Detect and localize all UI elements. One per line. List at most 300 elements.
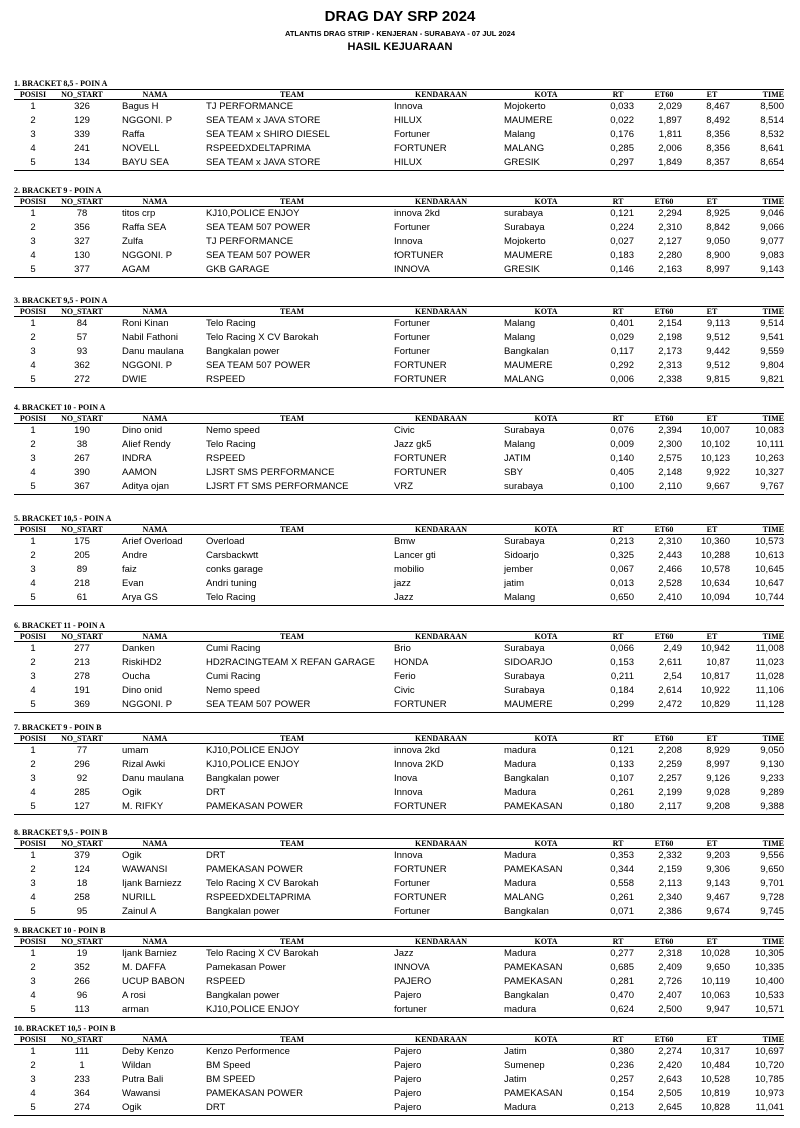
column-header: KENDARAAN bbox=[386, 937, 496, 947]
column-header: ET bbox=[688, 197, 736, 207]
column-header: NO_START bbox=[52, 525, 112, 535]
cell-rt: 0,344 bbox=[610, 864, 634, 875]
cell-rt: 0,184 bbox=[610, 685, 634, 696]
cell-kota: Sidoarjo bbox=[504, 550, 539, 561]
cell-et60: 2,117 bbox=[640, 800, 688, 815]
cell-et: 10,87 bbox=[706, 657, 730, 668]
cell-et60: 2,294 bbox=[658, 208, 682, 219]
cell-no-start: 272 bbox=[52, 373, 112, 388]
column-header: ET60 bbox=[640, 90, 688, 100]
table-row bbox=[14, 1073, 784, 1087]
cell-team: SEA TEAM 507 POWER bbox=[206, 250, 311, 261]
column-header: KOTA bbox=[496, 525, 596, 535]
cell-posisi: 1 bbox=[30, 425, 36, 436]
cell-no-start: 38 bbox=[76, 439, 88, 450]
cell-team: KJ10,POLICE ENJOY bbox=[206, 208, 300, 219]
bracket-title: 10. BRACKET 10,5 - POIN B bbox=[14, 1024, 116, 1033]
cell-posisi: 5 bbox=[14, 1003, 52, 1018]
column-header: ET bbox=[688, 1035, 736, 1045]
column-header: TIME bbox=[736, 632, 784, 642]
column-header: TIME bbox=[736, 1035, 784, 1045]
table-row bbox=[14, 656, 784, 670]
cell-team: Telo Racing bbox=[198, 591, 386, 606]
cell-kendaraan: FORTUNER bbox=[394, 467, 447, 478]
bracket-title: 8. BRACKET 9,5 - POIN B bbox=[14, 828, 108, 837]
cell-kendaraan: Jazz bbox=[394, 948, 414, 959]
column-header: KOTA bbox=[496, 632, 596, 642]
cell-kota: PAMEKASAN bbox=[504, 1088, 563, 1099]
cell-kendaraan: innova 2kd bbox=[394, 208, 440, 219]
cell-posisi: 2 bbox=[30, 759, 36, 770]
cell-no-start: 89 bbox=[76, 564, 88, 575]
cell-et: 9,208 bbox=[688, 800, 736, 815]
cell-posisi: 2 bbox=[30, 962, 36, 973]
cell-nama: Rizal Awki bbox=[122, 759, 166, 770]
cell-time: 11,106 bbox=[755, 685, 784, 696]
cell-posisi: 5 bbox=[14, 373, 52, 388]
cell-nama: Bagus H bbox=[122, 101, 159, 112]
cell-time: 10,400 bbox=[754, 976, 784, 987]
column-header: RT bbox=[596, 414, 640, 424]
cell-posisi: 5 bbox=[14, 698, 52, 713]
column-header: RT bbox=[596, 197, 640, 207]
column-header: TIME bbox=[736, 839, 784, 849]
cell-nama: Alief Rendy bbox=[122, 439, 171, 450]
cell-nama: NOVELL bbox=[122, 143, 160, 154]
cell-rt: 0,100 bbox=[596, 480, 640, 495]
cell-time: 10,720 bbox=[754, 1060, 784, 1071]
table-row bbox=[14, 359, 784, 373]
cell-et60: 2,127 bbox=[658, 236, 682, 247]
cell-no-start: 233 bbox=[74, 1074, 90, 1085]
cell-et60: 2,310 bbox=[658, 222, 682, 233]
cell-no-start: 274 bbox=[52, 1101, 112, 1116]
column-header: NO_START bbox=[52, 197, 112, 207]
cell-et: 10,634 bbox=[700, 578, 730, 589]
bracket-title: 2. BRACKET 9 - POIN A bbox=[14, 186, 102, 195]
table-row bbox=[14, 800, 784, 815]
cell-et60: 2,313 bbox=[658, 360, 682, 371]
cell-kendaraan: Pajero bbox=[394, 1046, 422, 1057]
cell-rt: 0,285 bbox=[610, 143, 634, 154]
cell-et60: 2,611 bbox=[658, 657, 682, 668]
cell-kota: Madura bbox=[504, 878, 537, 889]
column-header: POSISI bbox=[14, 525, 52, 535]
cell-time: 9,083 bbox=[760, 250, 784, 261]
cell-nama: BAYU SEA bbox=[112, 156, 198, 171]
cell-posisi: 4 bbox=[30, 360, 36, 371]
cell-rt: 0,006 bbox=[596, 373, 640, 388]
cell-team: GKB GARAGE bbox=[198, 263, 386, 278]
cell-et: 10,063 bbox=[700, 990, 730, 1001]
cell-time: 11,128 bbox=[736, 698, 784, 713]
cell-nama: UCUP BABON bbox=[122, 976, 185, 987]
cell-kendaraan: Innova bbox=[394, 850, 423, 861]
column-header: POSISI bbox=[14, 90, 52, 100]
cell-rt: 0,027 bbox=[610, 236, 634, 247]
cell-nama: umam bbox=[122, 745, 149, 756]
cell-et: 8,356 bbox=[706, 143, 730, 154]
cell-posisi: 4 bbox=[30, 578, 36, 589]
cell-no-start: 190 bbox=[74, 425, 90, 436]
cell-time: 9,077 bbox=[760, 236, 784, 247]
cell-time: 8,500 bbox=[760, 101, 784, 112]
cell-nama: M. RIFKY bbox=[112, 800, 198, 815]
cell-team: PAMEKASAN POWER bbox=[206, 864, 303, 875]
results-table bbox=[14, 89, 784, 171]
cell-rt: 0,153 bbox=[610, 657, 634, 668]
cell-kendaraan: Pajero bbox=[394, 1060, 422, 1071]
cell-et60: 2,257 bbox=[658, 773, 682, 784]
column-header: NO_START bbox=[52, 632, 112, 642]
event-subtitle: ATLANTIS DRAG STRIP - KENJERAN - SURABAYA - 07 JUL 2024 bbox=[284, 29, 516, 38]
cell-rt: 0,297 bbox=[596, 156, 640, 171]
cell-posisi: 2 bbox=[30, 115, 36, 126]
cell-et: 10,007 bbox=[700, 425, 730, 436]
cell-kendaraan: Ferio bbox=[394, 671, 416, 682]
cell-no-start: 96 bbox=[76, 990, 88, 1001]
cell-no-start: 369 bbox=[52, 698, 112, 713]
cell-team: Telo Racing bbox=[206, 439, 256, 450]
cell-et60: 1,897 bbox=[658, 115, 682, 126]
table-row bbox=[14, 207, 784, 222]
cell-et60: 2,110 bbox=[640, 480, 688, 495]
cell-kota: Malang bbox=[504, 332, 536, 343]
cell-et60: 1,849 bbox=[640, 156, 688, 171]
cell-nama: Wawansi bbox=[122, 1088, 161, 1099]
cell-rt: 0,121 bbox=[610, 208, 634, 219]
column-header: ET bbox=[688, 414, 736, 424]
cell-et: 10,817 bbox=[700, 671, 730, 682]
cell-et: 10,942 bbox=[700, 643, 730, 654]
cell-et60: 2,199 bbox=[658, 787, 682, 798]
cell-et: 10,028 bbox=[700, 948, 730, 959]
cell-et60: 2,472 bbox=[640, 698, 688, 713]
table-row bbox=[14, 744, 784, 759]
cell-nama: Dino onid bbox=[122, 425, 163, 436]
column-header: RT bbox=[596, 839, 640, 849]
cell-posisi: 5 bbox=[14, 800, 52, 815]
cell-et: 9,674 bbox=[688, 905, 736, 920]
cell-kota: surabaya bbox=[496, 480, 596, 495]
column-header: NAMA bbox=[112, 525, 198, 535]
cell-posisi: 3 bbox=[30, 346, 36, 357]
cell-nama: Ijank Barniez bbox=[122, 948, 177, 959]
cell-et: 10,528 bbox=[700, 1074, 730, 1085]
table-row bbox=[14, 891, 784, 905]
cell-et60: 2,505 bbox=[658, 1088, 682, 1099]
cell-time: 9,289 bbox=[760, 787, 784, 798]
column-header: NAMA bbox=[112, 1035, 198, 1045]
cell-kota: Malang bbox=[504, 439, 536, 450]
table-row bbox=[14, 331, 784, 345]
column-header: POSISI bbox=[14, 1035, 52, 1045]
cell-rt: 0,277 bbox=[610, 948, 634, 959]
cell-team: BM Speed bbox=[206, 1060, 251, 1071]
table-row bbox=[14, 114, 784, 128]
cell-et60: 2,148 bbox=[658, 467, 682, 478]
cell-et: 10,829 bbox=[688, 698, 736, 713]
cell-nama: Ijank Barniezz bbox=[122, 878, 182, 889]
cell-team: SEA TEAM x SHIRO DIESEL bbox=[206, 129, 330, 140]
cell-et: 9,467 bbox=[706, 892, 730, 903]
column-header: TIME bbox=[736, 525, 784, 535]
cell-posisi: 1 bbox=[30, 536, 36, 547]
cell-et: 10,828 bbox=[688, 1101, 736, 1116]
cell-posisi: 3 bbox=[30, 976, 36, 987]
cell-rt: 0,140 bbox=[610, 453, 634, 464]
column-header: ET60 bbox=[640, 937, 688, 947]
cell-kota: JATIM bbox=[504, 453, 531, 464]
cell-team: Bangkalan power bbox=[206, 990, 280, 1001]
cell-posisi: 1 bbox=[30, 643, 36, 654]
cell-et: 10,922 bbox=[700, 685, 730, 696]
cell-rt: 0,107 bbox=[610, 773, 634, 784]
bracket-title: 7. BRACKET 9 - POIN B bbox=[14, 723, 102, 732]
cell-kota: Surabaya bbox=[504, 671, 545, 682]
cell-et60: 2,318 bbox=[658, 948, 682, 959]
column-header: KOTA bbox=[496, 197, 596, 207]
cell-kendaraan: HILUX bbox=[386, 156, 496, 171]
cell-team: PAMEKASAN POWER bbox=[206, 1088, 303, 1099]
cell-team: Nemo speed bbox=[206, 425, 260, 436]
table-row bbox=[14, 249, 784, 263]
cell-kendaraan: Jazz bbox=[386, 591, 496, 606]
column-header: NAMA bbox=[112, 197, 198, 207]
cell-et60: 2,159 bbox=[658, 864, 682, 875]
column-header: NAMA bbox=[112, 937, 198, 947]
cell-et: 8,900 bbox=[706, 250, 730, 261]
cell-time: 10,263 bbox=[754, 453, 784, 464]
cell-no-start: 134 bbox=[52, 156, 112, 171]
cell-nama: NGGONI. P bbox=[122, 250, 173, 261]
cell-time: 10,111 bbox=[756, 439, 784, 450]
cell-et60: 2,614 bbox=[658, 685, 682, 696]
cell-time: 9,767 bbox=[736, 480, 784, 495]
cell-nama: Wildan bbox=[122, 1060, 152, 1071]
cell-kota: MALANG bbox=[496, 373, 596, 388]
cell-time: 8,514 bbox=[760, 115, 784, 126]
column-header: POSISI bbox=[14, 839, 52, 849]
cell-no-start: 77 bbox=[76, 745, 88, 756]
cell-time: 9,130 bbox=[760, 759, 784, 770]
cell-et60: 2,407 bbox=[658, 990, 682, 1001]
cell-et60: 2,394 bbox=[658, 425, 682, 436]
cell-posisi: 2 bbox=[30, 864, 36, 875]
cell-rt: 0,470 bbox=[610, 990, 634, 1001]
cell-team: LJSRT SMS PERFORMANCE bbox=[206, 467, 335, 478]
cell-et: 8,356 bbox=[706, 129, 730, 140]
cell-kota: PAMEKASAN bbox=[496, 800, 596, 815]
cell-posisi: 2 bbox=[30, 1060, 36, 1071]
cell-et60: 2,340 bbox=[658, 892, 682, 903]
table-row bbox=[14, 128, 784, 142]
cell-kendaraan: Civic bbox=[394, 425, 415, 436]
cell-et60: 2,443 bbox=[658, 550, 682, 561]
table-row bbox=[14, 849, 784, 864]
cell-time: 11,041 bbox=[736, 1101, 784, 1116]
column-header: KENDARAAN bbox=[386, 839, 496, 849]
cell-kendaraan: Lancer gti bbox=[394, 550, 436, 561]
cell-kota: Bangkalan bbox=[504, 346, 549, 357]
cell-nama: Dino onid bbox=[122, 685, 163, 696]
cell-kota: Madura bbox=[504, 850, 537, 861]
cell-team: Nemo speed bbox=[206, 685, 260, 696]
cell-posisi: 3 bbox=[30, 1074, 36, 1085]
cell-kota: Mojokerto bbox=[504, 236, 546, 247]
cell-team: HD2RACINGTEAM X REFAN GARAGE bbox=[206, 657, 375, 668]
column-header: KOTA bbox=[496, 1035, 596, 1045]
cell-kota: Bangkalan bbox=[504, 773, 549, 784]
cell-time: 11,023 bbox=[755, 657, 784, 668]
cell-et: 10,119 bbox=[701, 976, 730, 987]
cell-rt: 0,281 bbox=[610, 976, 634, 987]
cell-et60: 2,280 bbox=[658, 250, 682, 261]
cell-time: 10,697 bbox=[754, 1046, 784, 1057]
cell-kota: MAUMERE bbox=[504, 250, 553, 261]
cell-kendaraan: Innova bbox=[394, 236, 423, 247]
cell-no-start: 339 bbox=[74, 129, 90, 140]
cell-et: 9,650 bbox=[706, 962, 730, 973]
cell-et60: 2,645 bbox=[640, 1101, 688, 1116]
cell-et60: 2,332 bbox=[658, 850, 682, 861]
column-header: NO_START bbox=[52, 414, 112, 424]
column-header: KOTA bbox=[496, 839, 596, 849]
column-header: RT bbox=[596, 525, 640, 535]
cell-team: TJ PERFORMANCE bbox=[206, 101, 294, 112]
cell-et60: 2,274 bbox=[658, 1046, 682, 1057]
cell-kendaraan: FORTUNER bbox=[394, 892, 447, 903]
cell-kota: MALANG bbox=[504, 892, 545, 903]
table-row bbox=[14, 235, 784, 249]
cell-kota: Madura bbox=[496, 1101, 596, 1116]
cell-rt: 0,067 bbox=[610, 564, 634, 575]
cell-time: 10,647 bbox=[754, 578, 784, 589]
table-row bbox=[14, 577, 784, 591]
cell-nama: titos crp bbox=[122, 208, 156, 219]
cell-no-start: 377 bbox=[52, 263, 112, 278]
page-title: DRAG DAY SRP 2024 bbox=[324, 8, 476, 25]
cell-rt: 0,353 bbox=[610, 850, 634, 861]
cell-nama: NGGONI. P bbox=[122, 360, 173, 371]
table-row bbox=[14, 670, 784, 684]
cell-rt: 0,029 bbox=[610, 332, 634, 343]
cell-rt: 0,292 bbox=[610, 360, 634, 371]
cell-posisi: 2 bbox=[30, 439, 36, 450]
cell-rt: 0,624 bbox=[596, 1003, 640, 1018]
cell-kota: GRESIK bbox=[496, 156, 596, 171]
cell-nama: A rosi bbox=[122, 990, 146, 1001]
cell-rt: 0,401 bbox=[610, 318, 634, 329]
cell-nama: Andre bbox=[122, 550, 148, 561]
cell-posisi: 1 bbox=[30, 1046, 36, 1057]
column-header: RT bbox=[596, 937, 640, 947]
cell-posisi: 1 bbox=[30, 948, 36, 959]
cell-posisi: 5 bbox=[14, 591, 52, 606]
cell-et: 9,815 bbox=[688, 373, 736, 388]
column-header: KENDARAAN bbox=[386, 632, 496, 642]
table-header-row bbox=[14, 632, 784, 642]
column-header: NO_START bbox=[52, 1035, 112, 1045]
table-row bbox=[14, 100, 784, 115]
table-header-row bbox=[14, 525, 784, 535]
column-header: KENDARAAN bbox=[386, 414, 496, 424]
cell-posisi: 2 bbox=[30, 222, 36, 233]
table-header-row bbox=[14, 1035, 784, 1045]
cell-no-start: 130 bbox=[74, 250, 90, 261]
cell-kota: MAUMERE bbox=[504, 115, 553, 126]
cell-team: KJ10,POLICE ENJOY bbox=[198, 1003, 386, 1018]
cell-posisi: 1 bbox=[30, 745, 36, 756]
table-row bbox=[14, 156, 784, 171]
column-header: KOTA bbox=[496, 937, 596, 947]
cell-rt: 0,650 bbox=[596, 591, 640, 606]
cell-team: TJ PERFORMANCE bbox=[206, 236, 294, 247]
cell-team: Andri tuning bbox=[206, 578, 257, 589]
column-header: TEAM bbox=[198, 307, 386, 317]
bracket-title: 4. BRACKET 10 - POIN A bbox=[14, 403, 106, 412]
cell-kendaraan: fortuner bbox=[386, 1003, 496, 1018]
cell-team: Cumi Racing bbox=[206, 671, 261, 682]
cell-rt: 0,224 bbox=[610, 222, 634, 233]
cell-et60: 2,006 bbox=[658, 143, 682, 154]
cell-rt: 0,146 bbox=[596, 263, 640, 278]
cell-time: 10,533 bbox=[754, 990, 784, 1001]
column-header: TIME bbox=[736, 734, 784, 744]
results-table bbox=[14, 1034, 784, 1116]
cell-kota: Jatim bbox=[504, 1046, 527, 1057]
cell-rt: 0,380 bbox=[610, 1046, 634, 1057]
cell-time: 9,821 bbox=[736, 373, 784, 388]
cell-team: Overload bbox=[206, 536, 245, 547]
table-row bbox=[14, 684, 784, 698]
cell-rt: 0,013 bbox=[610, 578, 634, 589]
column-header: RT bbox=[596, 1035, 640, 1045]
cell-team: Telo Racing bbox=[206, 318, 256, 329]
cell-et: 10,360 bbox=[700, 536, 730, 547]
cell-nama: Oucha bbox=[122, 671, 150, 682]
table-row bbox=[14, 549, 784, 563]
cell-rt: 0,117 bbox=[610, 346, 634, 357]
cell-no-start: 129 bbox=[74, 115, 90, 126]
column-header: TEAM bbox=[198, 414, 386, 424]
cell-kota: madura bbox=[496, 1003, 596, 1018]
column-header: TEAM bbox=[198, 525, 386, 535]
cell-posisi: 4 bbox=[30, 143, 36, 154]
column-header: TEAM bbox=[198, 1035, 386, 1045]
table-header-row bbox=[14, 937, 784, 947]
cell-et60: 2,500 bbox=[640, 1003, 688, 1018]
table-row bbox=[14, 877, 784, 891]
cell-time: 8,654 bbox=[736, 156, 784, 171]
table-row bbox=[14, 1101, 784, 1116]
cell-time: 9,050 bbox=[760, 745, 784, 756]
cell-nama: Arya GS bbox=[112, 591, 198, 606]
cell-kendaraan: HILUX bbox=[394, 115, 422, 126]
column-header: NAMA bbox=[112, 839, 198, 849]
cell-nama: DWIE bbox=[112, 373, 198, 388]
cell-no-start: 1 bbox=[79, 1060, 85, 1071]
cell-no-start: 111 bbox=[74, 1046, 90, 1057]
cell-kendaraan: FORTUNER bbox=[386, 800, 496, 815]
cell-time: 9,559 bbox=[760, 346, 784, 357]
cell-posisi: 4 bbox=[30, 990, 36, 1001]
cell-team: SEA TEAM 507 POWER bbox=[206, 360, 311, 371]
cell-kendaraan: mobilio bbox=[394, 564, 425, 575]
cell-et: 9,203 bbox=[706, 850, 730, 861]
cell-time: 10,613 bbox=[754, 550, 784, 561]
column-header: NO_START bbox=[52, 937, 112, 947]
